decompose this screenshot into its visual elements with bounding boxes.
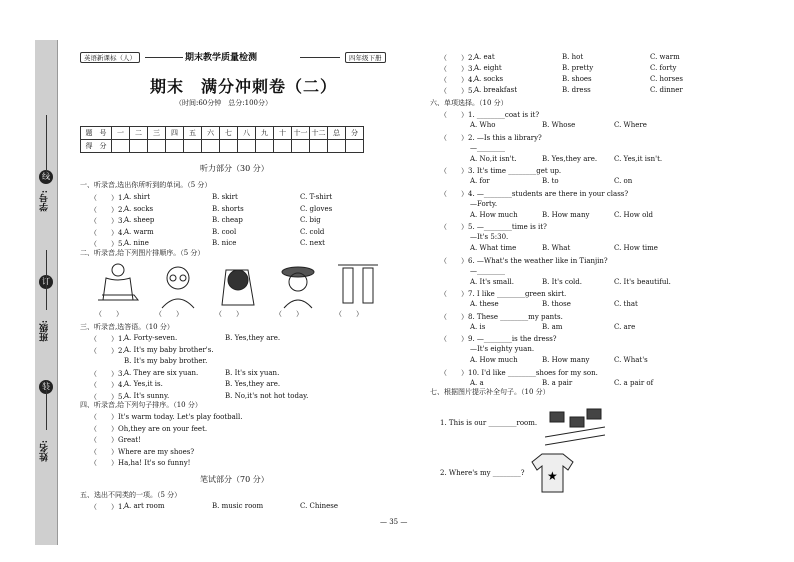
option: C. How old (614, 210, 654, 219)
score-blank[interactable] (184, 140, 202, 153)
option: B. to (542, 177, 559, 185)
sweater-icon (530, 450, 575, 495)
score-blank[interactable] (148, 140, 166, 153)
option-a: A. sheep (124, 216, 155, 224)
answer-bracket[interactable]: （ ） (275, 310, 303, 318)
page-number: — 35 — (380, 518, 408, 526)
option-a: B. It's my baby brother. (124, 357, 208, 365)
woman-folding-clothes-icon (98, 264, 138, 300)
option-b: B. No,it's not hot today. (225, 391, 309, 400)
option-a: A. It's my baby brother's. (124, 345, 214, 354)
option-a: A. breakfast (474, 86, 518, 94)
question[interactable]: （ ）1. ________coat is it? (440, 111, 540, 119)
student-id-label: 学号: (40, 190, 50, 212)
score-blank[interactable] (328, 140, 346, 153)
answer-bracket[interactable]: （ ） (335, 310, 363, 318)
name-line (46, 380, 47, 430)
section-3-title: 三、听录音,选答语。（10 分） (80, 323, 174, 331)
header-rule-left (145, 57, 183, 58)
section-7-title: 七、根据图片提示补全句子。（10 分） (430, 388, 550, 396)
question[interactable]: （ ）7. I like ________green skirt. (440, 290, 567, 298)
page-subtitle: （时间:60分钟 总分:100分） (175, 99, 272, 107)
score-label: 得 分 (81, 140, 112, 153)
option-c: C. next (300, 239, 325, 247)
woman-with-hat-icon (282, 267, 314, 308)
option-b: B. Yes,they are. (225, 380, 281, 388)
option-c: C. cold (300, 227, 325, 236)
option-a: A. warm (124, 227, 154, 236)
score-blank[interactable] (346, 140, 364, 153)
option: B. How many (542, 210, 590, 219)
score-blank[interactable] (256, 140, 274, 153)
header-right-tag: 四年级下册 (345, 52, 386, 63)
option-b: B. dress (562, 86, 591, 94)
option: B. It's cold. (542, 277, 582, 286)
computer-room-icon (545, 407, 605, 449)
sentence-item: （ ）It's warm today. Let's play football. (90, 413, 243, 421)
option: B. a pair (542, 378, 573, 387)
option: A. these (470, 300, 499, 308)
score-table-score-row (81, 140, 364, 153)
option: A. No,it isn't. (470, 154, 517, 163)
option: B. am (542, 322, 563, 331)
gutter-mark-3: 装 (39, 380, 53, 394)
option-c: C. Chinese (300, 502, 339, 510)
question[interactable]: （ ）2. —Is this a library? (440, 133, 542, 142)
option-a: A. Forty-seven. (124, 334, 178, 342)
section-2-pictures (88, 260, 388, 310)
option-a: A. They are six yuan. (124, 368, 199, 377)
option: C. What's (614, 356, 648, 364)
option-b: B. music room (212, 502, 264, 510)
option: C. It's beautiful. (614, 277, 671, 286)
girl-holding-dress-icon (222, 270, 254, 305)
option-c: C. big (300, 216, 321, 224)
option: C. a pair of (614, 378, 654, 387)
header-rule-right (300, 57, 340, 58)
option-a: A. eat (474, 53, 495, 61)
answer-bracket[interactable]: （ ）1. (90, 194, 125, 202)
score-cell: 二 (130, 127, 148, 140)
question-line-2: —Forty. (470, 199, 498, 208)
option-c: C. T-shirt (300, 193, 333, 201)
written-heading: 笔试部分（70 分） (200, 475, 269, 484)
option-c: C. dinner (650, 86, 683, 94)
class-line (46, 250, 47, 310)
section-1-title: 一、听录音,选出你所听到的单词。（5 分） (80, 181, 212, 189)
sentence-item: （ ）Great! (90, 436, 141, 444)
answer-bracket[interactable]: （ ）5. (440, 87, 475, 95)
section-5-title: 五、选出不同类的一项。（5 分） (80, 491, 182, 499)
option-b: B. cool (212, 227, 237, 236)
option-c: C. gloves (300, 204, 333, 213)
gutter-mark-2: 订 (39, 275, 53, 289)
answer-bracket[interactable]: （ ）3. (90, 369, 125, 378)
score-cell: 题 号 (81, 127, 112, 140)
score-cell: 总 (328, 127, 346, 140)
sentence-item: （ ）Ha,ha! It's so funny! (90, 459, 191, 467)
option-b: B. cheap (212, 216, 243, 224)
option-a: A. eight (474, 64, 502, 72)
option-b: B. It's six yuan. (225, 368, 280, 377)
girl-wearing-glasses-icon (162, 267, 194, 308)
score-cell: 一 (112, 127, 130, 140)
option: A. It's small. (470, 277, 514, 286)
score-cell: 分 (346, 127, 364, 140)
score-cell: 十 (274, 127, 292, 140)
question-line-2: —________ (470, 143, 505, 152)
option: A. Who (470, 121, 496, 129)
score-table (80, 126, 364, 153)
answer-bracket[interactable]: （ ） (155, 310, 183, 318)
section-7-item-1: 1. This is our ________room. (440, 419, 538, 427)
student-id-line (46, 115, 47, 175)
option-c: C. forty (650, 64, 677, 72)
question-line-2: —________ (470, 266, 505, 275)
option-a: A. shirt (124, 193, 151, 201)
question[interactable]: （ ）9. —________is the dress? (440, 335, 557, 343)
answer-bracket[interactable]: （ ）1. (90, 503, 125, 511)
score-blank[interactable] (238, 140, 256, 153)
score-cell: 八 (238, 127, 256, 140)
answer-bracket[interactable]: （ ）4. (440, 76, 475, 84)
answer-bracket[interactable]: （ ）2. (440, 54, 475, 62)
section-2-title: 二、听录音,给下列图片排顺序。（5 分） (80, 249, 205, 257)
answer-bracket[interactable]: （ ）5. (90, 240, 125, 248)
score-cell: 四 (166, 127, 184, 140)
option: A. for (470, 177, 490, 185)
option: B. How many (542, 356, 590, 364)
option-b: B. Yes,they are. (225, 334, 281, 342)
score-cell: 九 (256, 127, 274, 140)
header-center-title: 期末教学质量检测 (185, 53, 258, 63)
answer-bracket[interactable]: （ ）4. (90, 228, 125, 237)
score-blank[interactable] (166, 140, 184, 153)
answer-bracket[interactable]: （ ）3. (440, 65, 475, 73)
question-line-2: —It's eighty yuan. (470, 345, 535, 353)
option: A. a (470, 378, 484, 387)
answer-bracket[interactable]: （ ） (215, 310, 243, 318)
question[interactable]: （ ）10. I'd like ________shoes for my son. (440, 368, 598, 377)
option: A. How much (470, 356, 518, 364)
page-title: 期末 满分冲刺卷（二） (150, 77, 338, 96)
question[interactable]: （ ）5. —________time is it? (440, 223, 547, 231)
option-b: B. nice (212, 239, 237, 247)
listening-heading: 听力部分（30 分） (200, 164, 269, 173)
class-label: 班级: (40, 320, 50, 342)
option: A. What time (470, 244, 517, 252)
option-a: A. nine (124, 239, 149, 247)
option-a: A. Yes,it is. (124, 380, 163, 388)
option-c: C. horses (650, 75, 683, 83)
score-blank[interactable] (112, 140, 130, 153)
score-blank[interactable] (130, 140, 148, 153)
score-cell: 三 (148, 127, 166, 140)
option-b: B. shorts (212, 204, 244, 213)
gutter-mark-1: 线 (39, 170, 53, 184)
svg-text:★: ★ (547, 469, 558, 483)
section-4-title: 四、听录音,给下列句子排序。（10 分） (80, 401, 202, 409)
score-blank[interactable] (292, 140, 310, 153)
score-blank[interactable] (274, 140, 292, 153)
option: B. Yes,they are. (542, 154, 598, 163)
score-cell: 六 (202, 127, 220, 140)
score-blank[interactable] (220, 140, 238, 153)
option-b: B. skirt (212, 193, 238, 201)
option: C. How time (614, 244, 658, 252)
score-cell: 七 (220, 127, 238, 140)
option-a: A. socks (474, 75, 504, 83)
header-left-tag: 英语新课标（人） (80, 52, 140, 63)
answer-bracket[interactable]: （ ）4. (90, 381, 125, 389)
answer-bracket[interactable]: （ ）1. (90, 335, 125, 343)
score-cell: 五 (184, 127, 202, 140)
option: C. are (614, 322, 636, 331)
option: C. on (614, 177, 633, 185)
option: C. that (614, 300, 638, 308)
answer-bracket[interactable]: （ ）2. (90, 205, 125, 214)
option-a: A. socks (124, 204, 154, 213)
question[interactable]: （ ）8. These ________my pants. (440, 312, 563, 321)
option-a: A. It's sunny. (124, 391, 170, 400)
answer-bracket[interactable]: （ ） (95, 310, 123, 318)
option-a: A. art room (124, 502, 165, 510)
section-6-title: 六、单项选择。（10 分） (430, 99, 508, 107)
score-table-header-row (81, 127, 364, 140)
clothes-on-rack-icon (338, 265, 378, 303)
option-b: B. pretty (562, 64, 594, 72)
name-label: 姓名: (40, 440, 50, 462)
option: B. those (542, 300, 571, 308)
score-blank[interactable] (310, 140, 328, 153)
sentence-item: （ ）Oh,they are on your feet. (90, 424, 208, 433)
option: A. How much (470, 210, 518, 219)
score-blank[interactable] (202, 140, 220, 153)
score-cell: 十二 (310, 127, 328, 140)
question[interactable]: （ ）4. —________students are there in your class? (440, 189, 629, 198)
option: C. Where (614, 121, 647, 129)
section-7-item-2: 2. Where's my ________? (440, 469, 525, 477)
answer-bracket[interactable]: （ ）2. (90, 346, 125, 355)
question[interactable]: （ ）3. It's time ________get up. (440, 167, 562, 175)
answer-bracket[interactable]: （ ）3. (90, 217, 125, 225)
question[interactable]: （ ）6. —What's the weather like in Tianjin? (440, 256, 608, 265)
option: A. is (470, 322, 486, 331)
option-b: B. hot (562, 53, 584, 61)
question-line-2: —It's 5:30. (470, 233, 509, 241)
sentence-item: （ ）Where are my shoes? (90, 447, 195, 456)
answer-bracket[interactable]: （ ）5. (90, 392, 125, 401)
score-cell: 十一 (292, 127, 310, 140)
option: C. Yes,it isn't. (614, 154, 663, 163)
option-c: C. warm (650, 53, 680, 61)
option-b: B. shoes (562, 75, 592, 83)
option: B. Whose (542, 121, 576, 129)
option: B. What (542, 244, 571, 252)
